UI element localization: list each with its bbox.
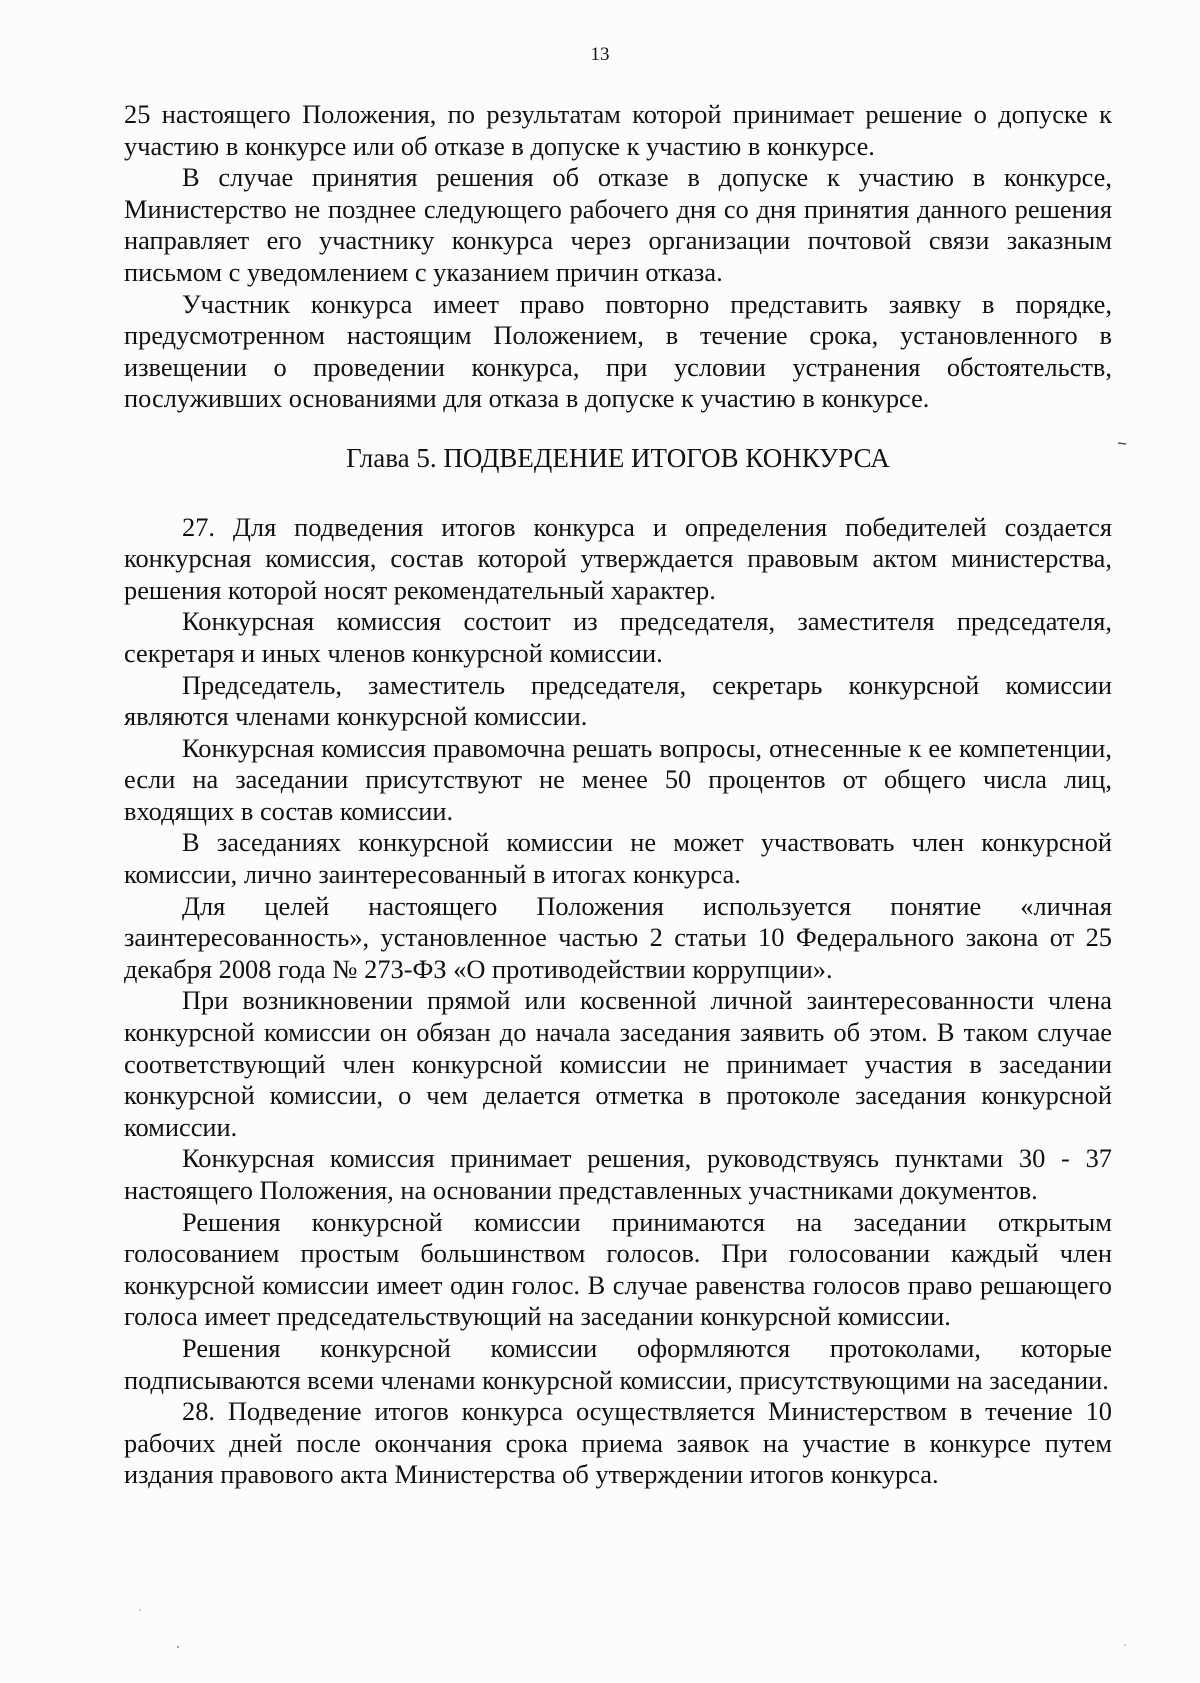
paragraph-commission-composition: Конкурсная комиссия состоит из председателя, заместителя председателя, секретаря и иных членов конкурсной комиссии. (124, 606, 1112, 668)
paragraph-resubmission: Участник конкурса имеет право повторно представить заявку в порядке, предусмотренном настоящим Положением, в течение срока, установленного в извещении о проведении конкурса, при условии устранения обстоятельств, послуживших основаниями для отказа в допуске к участию в конкурсе. (124, 288, 1112, 414)
paragraph-decision-basis: Конкурсная комиссия принимает решения, руководствуясь пунктами 30 - 37 настоящего Положения, на основании представленных участниками документов. (124, 1143, 1112, 1205)
paragraph-continuation: 25 настоящего Положения, по результатам которой принимает решение о допуске к участию в конкурсе или об отказе в допуске к участию в конкурсе. (124, 99, 1112, 161)
document-body (124, 99, 1112, 1491)
paragraph-protocols: Решения конкурсной комиссии оформляются протоколами, которые подписываются всеми членами конкурсной комиссии, присутствующими на заседании. (124, 1332, 1112, 1395)
paragraph-commission-members: Председатель, заместитель председателя, секретарь конкурсной комиссии являются членами конкурсной комиссии. (124, 669, 1112, 732)
chapter-heading: Глава 5. ПОДВЕДЕНИЕ ИТОГОВ КОНКУРСА (346, 442, 890, 473)
page-number: 13 (590, 44, 610, 65)
paragraph-refusal-notice: В случае принятия решения об отказе в допуске к участию в конкурсе, Министерство не позднее следующего рабочего дня со дня принятия данного решения направляет его участнику конкурса через организации почтовой связи заказным письмом с уведомлением с указанием причин отказа. (124, 162, 1112, 287)
paragraph-conflict-declaration: При возникновении прямой или косвенной личной заинтересованности члена конкурсной комиссии он обязан до начала заседания заявить об этом. В таком случае соответствующий член конкурсной комиссии не принимает участия в заседании конкурсной комиссии, о чем делается отметка в протоколе заседания конкурсной комиссии. (124, 985, 1112, 1142)
paragraph-personal-interest: Для целей настоящего Положения используется понятие «личная заинтересованность», установленное частью 2 статьи 10 Федерального закона от 25 декабря 2008 года № 273-ФЗ «О противодействии коррупции». (124, 890, 1112, 984)
paragraph-28-results: 28. Подведение итогов конкурса осуществляется Министерством в течение 10 рабочих дней после окончания срока приема заявок на участие в конкурсе путем издания правового акта Министерства об утверждении итогов конкурса. (124, 1396, 1112, 1490)
paragraph-quorum: Конкурсная комиссия правомочна решать вопросы, отнесенные к ее компетенции, если на заседании присутствуют не менее 50 процентов от общего числа лиц, входящих в состав комиссии. (124, 732, 1112, 826)
paragraph-27-commission: 27. Для подведения итогов конкурса и определения победителей создается конкурсная комиссия, состав которой утверждается правовым актом министерства, решения которой носят рекомендательный характер. (124, 511, 1112, 605)
paragraph-voting: Решения конкурсной комиссии принимаются на заседании открытым голосованием простым большинством голосов. При голосовании каждый член конкурсной комиссии имеет один голос. В случае равенства голосов право решающего голоса имеет председательствующий на заседании конкурсной комиссии. (124, 1206, 1112, 1332)
paragraph-interested-member: В заседаниях конкурсной комиссии не может участвовать член конкурсной комиссии, лично заинтересованный в итогах конкурса. (124, 827, 1112, 890)
